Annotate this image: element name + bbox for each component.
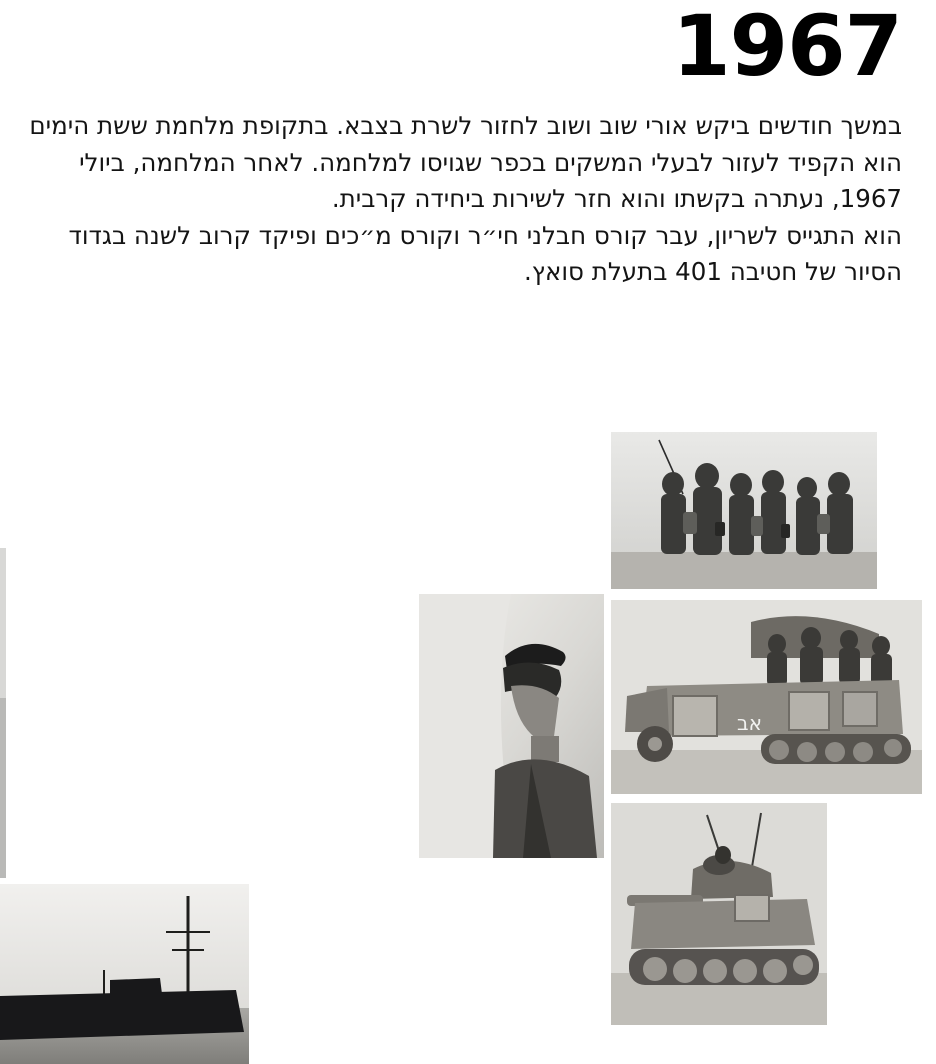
- photo-soldiers-group: [611, 432, 877, 589]
- paragraph-2: הוא התגייס לשריון, עבר קורס חבלני חי״ר וקורס מ״כים ופיקד קרוב לשנה בגדוד הסיור של חטיבה 401 בתעלת סואץ.: [68, 220, 902, 286]
- photo-portrait-soldier: [419, 594, 604, 858]
- paragraph-1: במשך חודשים ביקש אורי שוב ושוב לחזור לשרת בצבא. בתקופת מלחמת ששת הימים הוא הקפיד לעזור לבעלי המשקים בכפר שגויסו למלחמה. לאחר המלחמה, ביולי 1967, נעתרה בקשתו והוא חזר לשירות ביחידה קרבית.: [29, 111, 902, 213]
- photo-halftrack-crew: [611, 600, 922, 794]
- page-title-year: 1967: [672, 0, 902, 95]
- svg-text:אב: אב: [737, 711, 762, 735]
- photo-tank-sherman: [611, 803, 827, 1025]
- article-body: [22, 108, 902, 291]
- photo-edge-partial: [0, 548, 6, 878]
- photo-ship-silhouette: [0, 884, 249, 1064]
